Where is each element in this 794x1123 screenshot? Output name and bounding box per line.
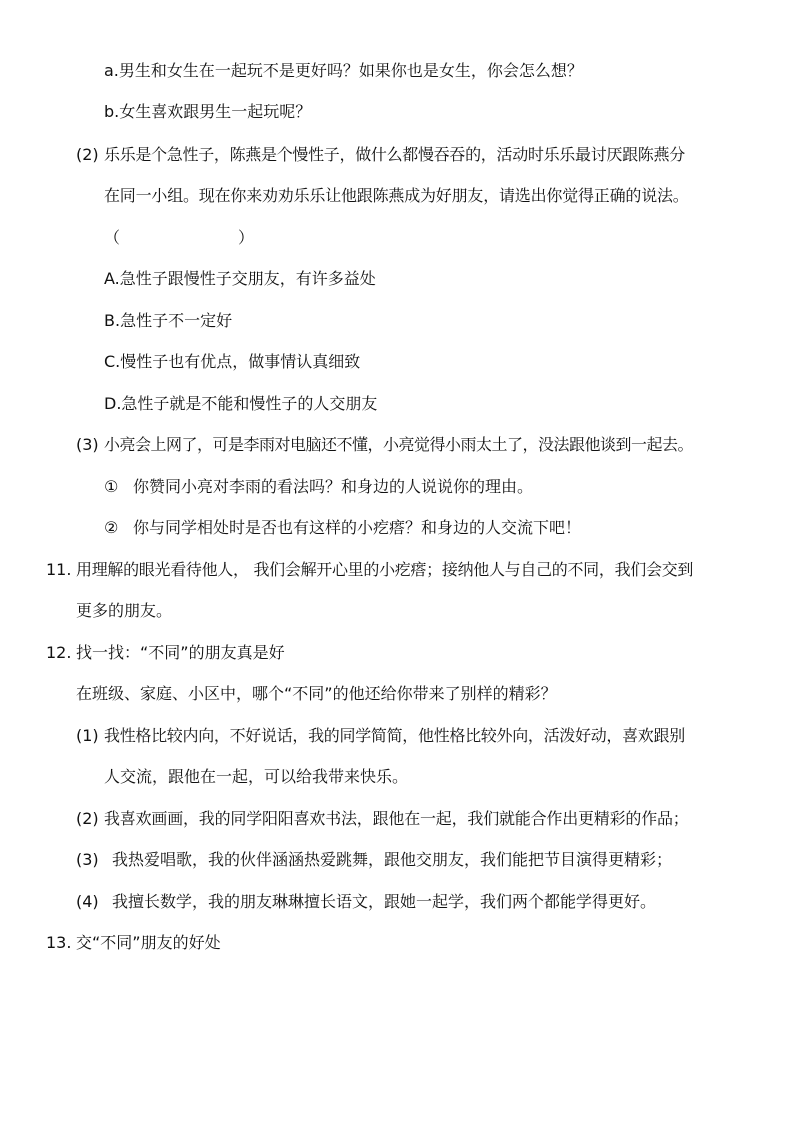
q12-intro: 在班级、家庭、小区中，哪个“不同”的他还给你带来了别样的精彩？ xyxy=(76,684,557,703)
q12-title: 找一找：“不同”的朋友真是好 xyxy=(76,643,285,662)
answer-parentheses xyxy=(104,227,254,249)
q12-item-4-number: (4) xyxy=(76,892,99,911)
q10-option-d: D.急性子就是不能和慢性子的人交朋友 xyxy=(104,394,378,413)
q10-circle-1-text: 你赞同小亮对李雨的看法吗？和身边的人说说你的理由。 xyxy=(133,477,534,496)
q12-item-2-number: (2) xyxy=(76,809,99,828)
q10-sub2-number: (2) xyxy=(76,145,99,164)
q13-number: 13. xyxy=(46,933,72,952)
q10-sub1-b: b.女生喜欢跟男生一起玩呢？ xyxy=(104,102,312,121)
q11-number: 11. xyxy=(46,560,72,579)
q12-item-1-line1: 我性格比较内向，不好说话，我的同学简简，他性格比较外向，活泼好动，喜欢跟别 xyxy=(104,726,685,745)
q13-title: 交“不同”朋友的好处 xyxy=(76,933,221,952)
q10-circle-2-text: 你与同学相处时是否也有这样的小疙瘩？和身边的人交流下吧！ xyxy=(133,518,582,537)
q10-sub3-line: 小亮会上网了，可是李雨对电脑还不懂，小亮觉得小雨太土了，没法跟他谈到一起去。 xyxy=(104,435,694,454)
paren-open: （ xyxy=(104,228,121,247)
q10-circle-1-number: ① xyxy=(104,477,119,496)
q10-sub2-line2: 在同一小组。现在你来劝劝乐乐让他跟陈燕成为好朋友，请选出你觉得正确的说法。 xyxy=(104,186,689,205)
q10-option-a: A.急性子跟慢性子交朋友，有许多益处 xyxy=(104,269,376,288)
q12-item-3-number: (3) xyxy=(76,850,99,869)
q10-circle-2-number: ② xyxy=(104,518,119,537)
q12-item-4-line1: 我擅长数学，我的朋友琳琳擅长语文，跟她一起学，我们两个都能学得更好。 xyxy=(112,892,657,911)
q12-item-1-line2: 人交流，跟他在一起，可以给我带来快乐。 xyxy=(104,767,409,786)
q11-line2: 更多的朋友。 xyxy=(76,601,173,620)
q10-sub2-line1: 乐乐是个急性子，陈燕是个慢性子，做什么都慢吞吞的，活动时乐乐最讨厌跟陈燕分 xyxy=(104,145,685,164)
q10-sub1-a: a.男生和女生在一起玩不是更好吗？如果你也是女生，你会怎么想？ xyxy=(104,61,583,80)
q11-line1: 用理解的眼光看待他人， 我们会解开心里的小疙瘩；接纳他人与自己的不同，我们会交到 xyxy=(76,560,694,579)
paren-close: ） xyxy=(238,228,255,247)
q12-item-2-line1: 我喜欢画画，我的同学阳阳喜欢书法，跟他在一起，我们就能合作出更精彩的作品； xyxy=(104,809,689,828)
q12-item-3-line1: 我热爱唱歌，我的伙伴涵涵热爱跳舞，跟他交朋友，我们能把节目演得更精彩； xyxy=(112,850,673,869)
q10-sub3-number: (3) xyxy=(76,435,99,454)
q12-item-1-number: (1) xyxy=(76,726,99,745)
q12-number: 12. xyxy=(46,643,72,662)
q10-option-b: B.急性子不一定好 xyxy=(104,311,233,330)
q10-option-c: C.慢性子也有优点，做事情认真细致 xyxy=(104,352,361,371)
